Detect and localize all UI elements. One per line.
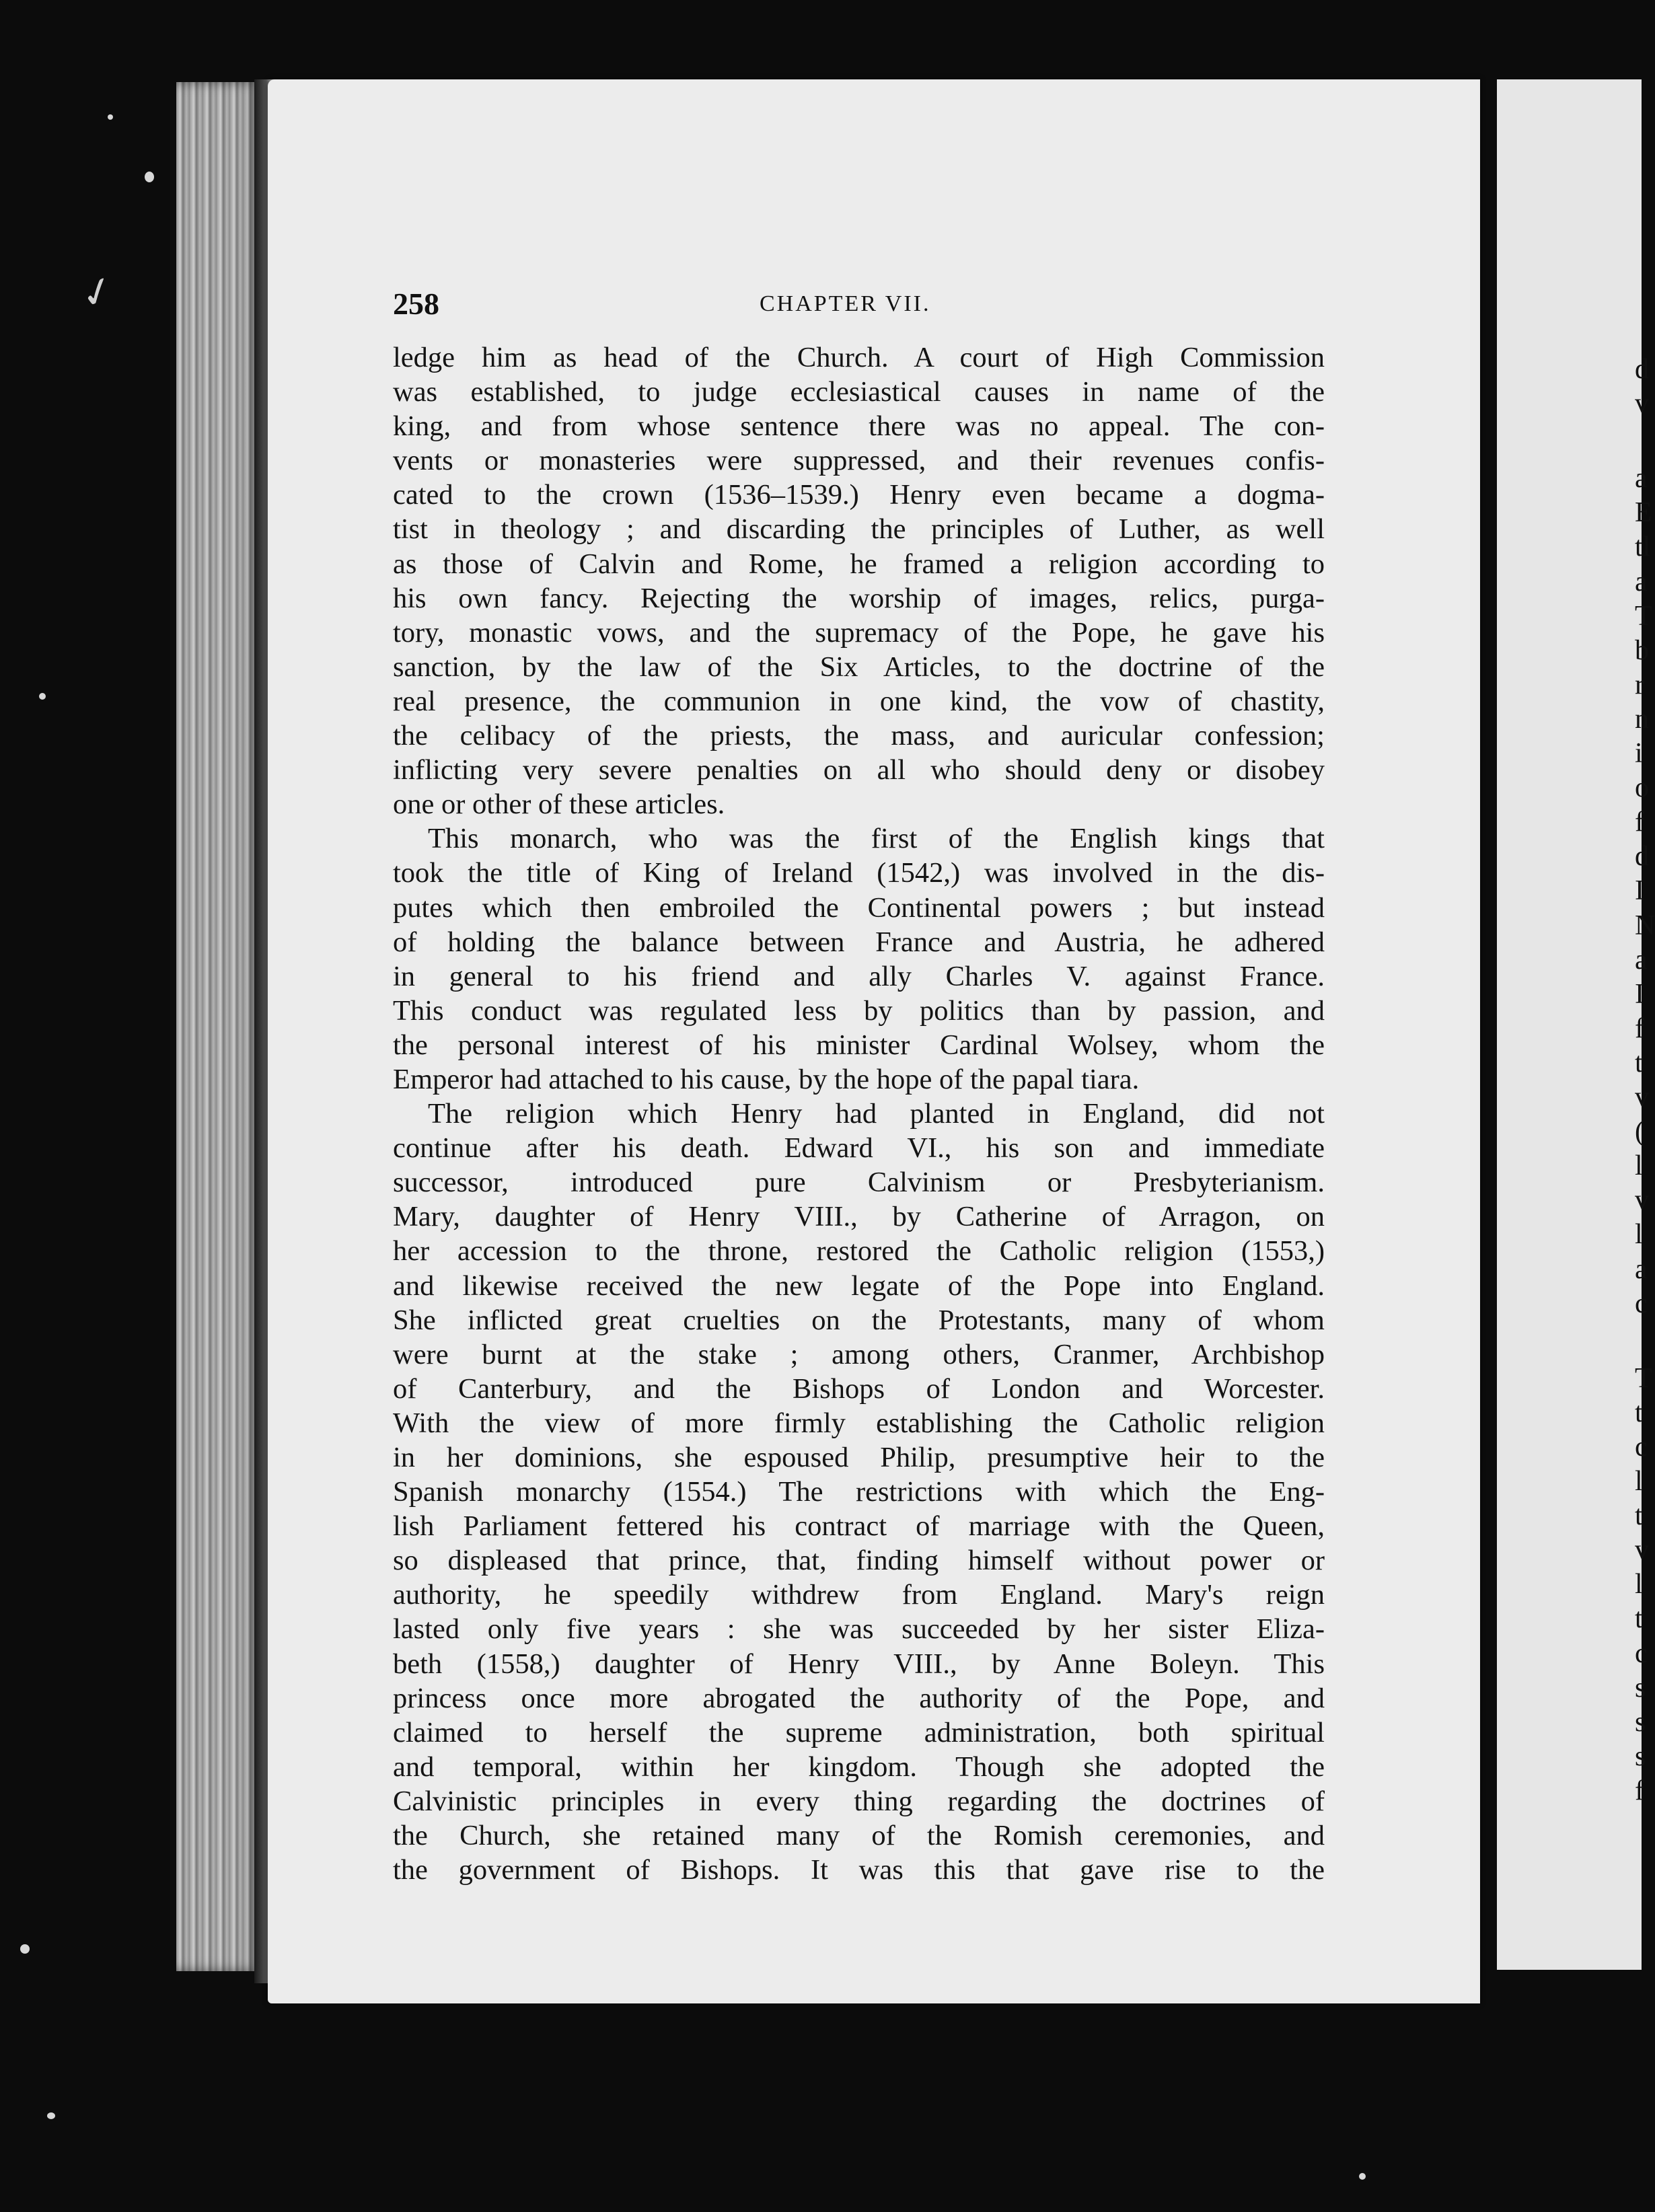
scan-speck xyxy=(108,114,113,120)
text-line: her accession to the throne, restored the Catholic religion (1553,) xyxy=(393,1235,1325,1267)
text-line: vents or monasteries were suppressed, and their revenues confis- xyxy=(393,445,1325,477)
text-line: ledge him as head of the Church. A court of High Commission xyxy=(393,342,1325,373)
text-line: inflicting very severe penalties on all who should deny or disobey xyxy=(393,754,1325,786)
paragraph-start-line: This monarch, who was the first of the English kings that xyxy=(428,823,1325,855)
scan-speck xyxy=(1359,2173,1366,2180)
facing-page-fragment: d xyxy=(1635,354,1649,385)
text-line: of holding the balance between France and Austria, he adhered xyxy=(393,926,1325,958)
facing-page-fragment: c xyxy=(1635,1288,1648,1319)
scan-speck xyxy=(20,1944,30,1954)
text-line: his own fancy. Rejecting the worship of images, relics, purga- xyxy=(393,582,1325,614)
text-line: successor, introduced pure Calvinism or Presbyterianism. xyxy=(393,1167,1325,1199)
scan-speck xyxy=(39,693,46,700)
text-line: cated to the crown (1536–1539.) Henry even became a dogma- xyxy=(393,479,1325,511)
facing-page-fragment: t xyxy=(1635,1047,1643,1078)
text-line: the personal interest of his minister Cardinal Wolsey, whom the xyxy=(393,1029,1325,1061)
text-line: tist in theology ; and discarding the principles of Luther, as well xyxy=(393,513,1325,546)
facing-page-fragment: f xyxy=(1635,1013,1644,1044)
text-line: continue after his death. Edward VI., his son and immediate xyxy=(393,1132,1325,1165)
text-line: lish Parliament fettered his contract of marriage with the Queen, xyxy=(393,1510,1325,1543)
text-line: authority, he speedily withdrew from England. Mary's reign xyxy=(393,1579,1325,1611)
facing-page-fragment: i xyxy=(1635,738,1643,769)
paragraph-end-line: Emperor had attached to his cause, by the hope of the papal tiara. xyxy=(393,1063,1140,1095)
facing-page-fragment: t xyxy=(1635,1397,1643,1428)
text-line: in general to his friend and ally Charles V. against France. xyxy=(393,960,1325,992)
facing-page-fragment: I xyxy=(1635,875,1644,906)
text-line: and likewise received the new legate of the Pope into England. xyxy=(393,1269,1325,1302)
facing-page-fragment: f xyxy=(1635,1775,1644,1806)
text-line: princess once more abrogated the authority of the Pope, and xyxy=(393,1682,1325,1714)
facing-page-fragment: a xyxy=(1635,945,1648,975)
facing-page-fragment: f xyxy=(1635,807,1644,838)
facing-page-fragment: N xyxy=(1635,910,1655,941)
text-line: She inflicted great cruelties on the Protestants, many of whom xyxy=(393,1304,1325,1336)
facing-page-fragment: b xyxy=(1635,635,1649,666)
scan-speck xyxy=(47,2112,55,2119)
scan-speck xyxy=(145,172,154,182)
text-line: With the view of more firmly establishing the Catholic religion xyxy=(393,1407,1325,1439)
text-line: Spanish monarchy (1554.) The restrictions with which the Eng- xyxy=(393,1476,1325,1508)
facing-page-fragment: tl xyxy=(1635,531,1651,562)
facing-page-fragment: a xyxy=(1635,566,1648,597)
facing-page-fragment: d xyxy=(1635,841,1649,872)
text-line: claimed to herself the supreme administration, both spiritual xyxy=(393,1716,1325,1748)
chapter-heading: CHAPTER VII. xyxy=(760,291,931,316)
facing-page-fragment: r xyxy=(1635,669,1644,700)
facing-page-fragment: T xyxy=(1635,601,1652,632)
text-line: putes which then embroiled the Continental powers ; but instead xyxy=(393,891,1325,924)
page-number: 258 xyxy=(393,287,439,321)
facing-page-fragment: l xyxy=(1635,1466,1643,1497)
facing-page-fragment: s xyxy=(1635,1741,1646,1772)
text-line: king, and from whose sentence there was no appeal. The con- xyxy=(393,410,1325,443)
text-line: This conduct was regulated less by politics than by passion, and xyxy=(393,994,1325,1027)
text-line: Calvinistic principles in every thing regarding the doctrines of xyxy=(393,1785,1325,1817)
running-head xyxy=(393,286,1328,326)
facing-page-fragment: c xyxy=(1635,1638,1648,1669)
facing-page-fragment: v xyxy=(1635,1535,1649,1565)
text-line: the Church, she retained many of the Romish ceremonies, and xyxy=(393,1820,1325,1852)
facing-page-fragment: ( xyxy=(1635,1116,1644,1147)
text-line: took the title of King of Ireland (1542,) was involved in the dis- xyxy=(393,857,1325,889)
facing-page-fragment: t xyxy=(1635,1500,1643,1531)
facing-page-fragment: a xyxy=(1635,463,1648,494)
text-line: tory, monastic vows, and the supremacy of the Pope, he gave his xyxy=(393,616,1325,649)
facing-page-fragment: v xyxy=(1635,1082,1649,1113)
paragraph-start-line: The religion which Henry had planted in England, did not xyxy=(428,1098,1325,1130)
facing-page-fragment: E xyxy=(1635,497,1652,528)
text-line: of Canterbury, and the Bishops of London and Worcester. xyxy=(393,1372,1325,1405)
facing-page-fragment: s xyxy=(1635,1707,1646,1738)
text-line: so displeased that prince, that, finding himself without power or xyxy=(393,1545,1325,1577)
facing-page-fragment: v xyxy=(1635,388,1649,419)
text-line: the celibacy of the priests, the mass, and auricular confession; xyxy=(393,720,1325,752)
text-line: real presence, the communion in one kind, the vow of chastity, xyxy=(393,685,1325,717)
paragraph-end-line: one or other of these articles. xyxy=(393,788,725,821)
facing-page-fragment: o xyxy=(1635,772,1649,803)
text-line: beth (1558,) daughter of Henry VIII., by Anne Boleyn. This xyxy=(393,1648,1325,1680)
facing-page-fragment: l xyxy=(1635,1219,1643,1250)
facing-page-fragment: T xyxy=(1635,1363,1652,1394)
facing-page-fragment: I xyxy=(1635,979,1644,1010)
text-line: sanction, by the law of the Six Articles, to the doctrine of the xyxy=(393,651,1325,683)
text-line: in her dominions, she espoused Philip, presumptive heir to the xyxy=(393,1442,1325,1473)
facing-page-fragment: n xyxy=(1635,704,1649,735)
text-line: was established, to judge ecclesiastical causes in name of the xyxy=(393,376,1325,408)
facing-page-fragment: c xyxy=(1635,1432,1648,1463)
text-line: as those of Calvin and Rome, he framed a religion according to xyxy=(393,548,1325,580)
text-line: Mary, daughter of Henry VIII., by Catherine of Arragon, on xyxy=(393,1201,1325,1233)
facing-page-fragment: l xyxy=(1635,1150,1643,1181)
text-line: lasted only five years : she was succeeded by her sister Eliza- xyxy=(393,1613,1325,1646)
facing-page-fragment: s xyxy=(1635,1672,1646,1703)
text-line: were burnt at the stake ; among others, Cranmer, Archbishop xyxy=(393,1338,1325,1370)
margin-check-mark: ✓ xyxy=(74,264,121,321)
facing-page-fragment: l xyxy=(1635,1569,1643,1600)
facing-page-fragment: t xyxy=(1635,1603,1643,1634)
facing-page-fragment: v xyxy=(1635,1185,1649,1216)
body-text xyxy=(393,340,1325,1887)
facing-page-fragment: a xyxy=(1635,1254,1648,1285)
facing-page-edge xyxy=(1497,79,1655,1970)
text-line: the government of Bishops. It was this that gave rise to the xyxy=(393,1854,1325,1886)
text-line: and temporal, within her kingdom. Though she adopted the xyxy=(393,1750,1325,1783)
book-page-edges xyxy=(176,82,262,1971)
